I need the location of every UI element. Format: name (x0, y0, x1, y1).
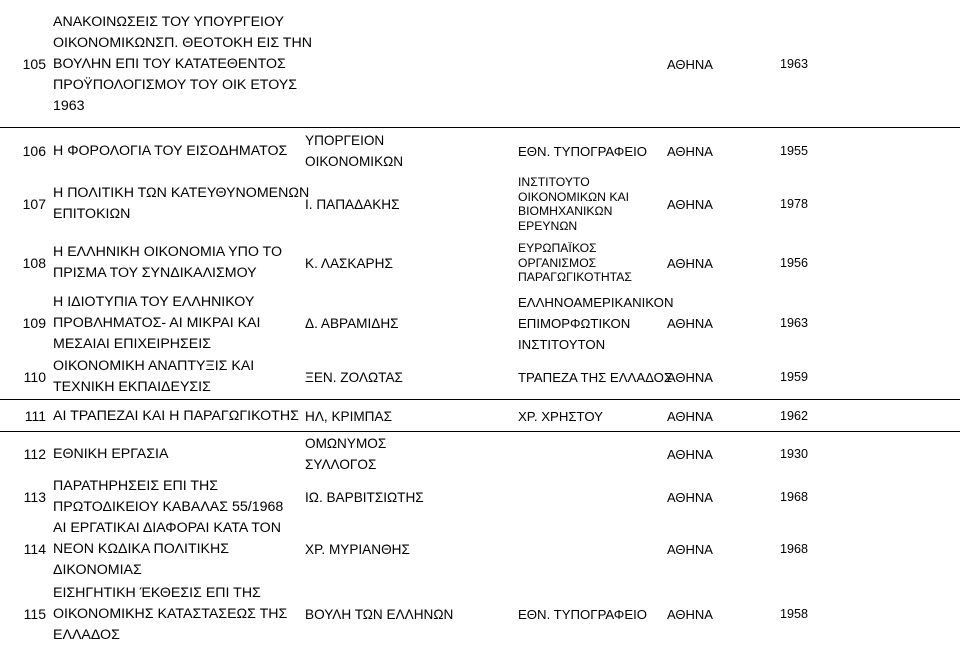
author-line: ΟΜΩΝΥΜΟΣ (305, 436, 387, 451)
book-title-line: ΒΟΥΛΗΝ ΕΠΙ ΤΟΥ ΚΑΤΑΤΕΘΕΝΤΟΣ (53, 56, 286, 72)
table-row (0, 292, 960, 354)
book-title-line: ΜΕΣΑΙΑΙ ΕΠΙΧΕΙΡΗΣΕΙΣ (53, 336, 211, 352)
author (305, 130, 403, 172)
city: ΑΘΗΝΑ (667, 490, 713, 505)
entry-number: 107 (22, 196, 46, 212)
table-row (0, 174, 960, 234)
year: 1955 (779, 144, 808, 158)
publisher-line: ΒΙΟΜΗΧΑΝΙΚΩΝ (518, 204, 613, 218)
book-title-line: ΕΘΝΙΚΗ ΕΡΓΑΣΙΑ (53, 446, 169, 462)
book-title-line: ΤΕΧΝΙΚΗ ΕΚΠΑΙΔΕΥΣΙΣ (53, 379, 211, 395)
entry-number: 108 (22, 255, 46, 271)
publisher-line: ΕΘΝ. ΤΥΠΟΓΡΑΦΕΙΟ (518, 144, 648, 159)
book-title-line: ΟΙΚΟΝΟΜΙΚΗΣ ΚΑΤΑΣΤΑΣΕΩΣ ΤΗΣ (53, 606, 288, 622)
publisher-line: ΕΡΕΥΝΩΝ (518, 218, 578, 233)
author-line: ΙΩ. ΒΑΡΒΙΤΣΙΩΤΗΣ (305, 490, 424, 505)
book-title (53, 356, 254, 398)
year: 1930 (779, 447, 808, 461)
author (305, 313, 399, 334)
book-title-line: ΑΙ ΤΡΑΠΕΖΑΙ ΚΑΙ Η ΠΑΡΑΓΩΓΙΚΟΤΗΣ (53, 408, 299, 424)
book-title-line: ΟΙΚΟΝΟΜΙΚΩΝΣΠ. ΘΕΟΤΟΚΗ ΕΙΣ ΤΗΝ (53, 35, 312, 51)
author (305, 194, 400, 215)
book-title (53, 583, 287, 646)
author (305, 253, 393, 274)
book-title-line: ΝΕΟΝ ΚΩΔΙΚΑ ΠΟΛΙΤΙΚΗΣ (53, 541, 230, 557)
publisher-line: ΟΙΚΟΝΟΜΙΚΩΝ ΚΑΙ (518, 189, 629, 204)
book-title-line: ΑΙ ΕΡΓΑΤΙΚΑΙ ΔΙΑΦΟΡΑΙ ΚΑΤΑ ΤΟΝ (53, 520, 281, 536)
book-title (53, 518, 281, 581)
book-title (53, 406, 299, 427)
author (305, 604, 453, 625)
book-title-line: ΔΙΚΟΝΟΜΙΑΣ (53, 562, 142, 578)
city: ΑΘΗΝΑ (667, 57, 713, 72)
book-title (53, 12, 312, 117)
city: ΑΘΗΝΑ (667, 370, 713, 385)
author-line: ΗΛ, ΚΡΙΜΠΑΣ (305, 409, 392, 424)
year: 1962 (779, 409, 808, 423)
table-row (0, 234, 960, 292)
publisher-line: ΠΑΡΑΓΩΓΙΚΟΤΗΤΑΣ (518, 270, 632, 284)
book-title-line: ΕΙΣΗΓΗΤΙΚΗ ΈΚΘΕΣΙΣ ΕΠΙ ΤΗΣ (53, 585, 261, 601)
author-line: ΟΙΚΟΝΟΜΙΚΩΝ (305, 154, 404, 169)
city: ΑΘΗΝΑ (667, 542, 713, 557)
book-title-line: ΕΠΙΤΟΚΙΩΝ (53, 206, 131, 222)
publisher-line: ΤΡΑΠΕΖΑ ΤΗΣ ΕΛΛΑΔΟΣ (518, 370, 673, 385)
entry-number: 113 (23, 489, 46, 505)
table-row (0, 580, 960, 648)
year: 1968 (779, 542, 808, 556)
year: 1978 (779, 197, 808, 211)
book-title (53, 183, 309, 225)
year: 1958 (779, 607, 808, 621)
entry-number: 110 (23, 369, 46, 385)
book-title (53, 292, 260, 355)
book-title (53, 476, 283, 518)
table-row (0, 128, 960, 174)
publisher (518, 406, 603, 427)
entry-number: 115 (23, 606, 46, 622)
book-title-line: Η ΦΟΡΟΛΟΓΙΑ ΤΟΥ ΕΙΣΟΔΗΜΑΤΟΣ (53, 143, 288, 159)
table-row (0, 400, 960, 432)
book-title-line: ΠΡΟΒΛΗΜΑΤΟΣ- ΑΙ ΜΙΚΡΑΙ ΚΑΙ (53, 315, 261, 331)
entry-number: 106 (22, 143, 46, 159)
book-title-line: ΠΑΡΑΤΗΡΗΣΕΙΣ ΕΠΙ ΤΗΣ (53, 478, 219, 494)
entry-number: 111 (24, 408, 46, 424)
publisher (518, 604, 647, 625)
book-title-line: Η ΙΔΙΟΤΥΠΙΑ ΤΟΥ ΕΛΛΗΝΙΚΟΥ (53, 294, 255, 310)
city: ΑΘΗΝΑ (667, 256, 713, 271)
author-line: ΥΠΟΡΓΕΙΟΝ (305, 133, 385, 148)
publisher-line: ΕΠΙΜΟΡΦΩΤΙΚΟΝ (518, 316, 631, 331)
author-line: Κ. ΛΑΣΚΑΡΗΣ (305, 256, 393, 271)
author-line: ΧΡ. ΜΥΡΙΑΝΘΗΣ (305, 542, 410, 557)
publisher (518, 241, 632, 285)
publisher (518, 292, 673, 355)
author (305, 539, 410, 560)
city: ΑΘΗΝΑ (667, 197, 713, 212)
city: ΑΘΗΝΑ (667, 607, 713, 622)
author (305, 433, 386, 475)
publisher-line: ΧΡ. ΧΡΗΣΤΟΥ (518, 409, 603, 424)
author-line: Δ. ΑΒΡΑΜΙΔΗΣ (305, 316, 399, 331)
publisher-line: ΟΡΓΑΝΙΣΜΟΣ (518, 255, 597, 270)
city: ΑΘΗΝΑ (667, 144, 713, 159)
book-title-line: ΠΡΙΣΜΑ ΤΟΥ ΣΥΝΔΙΚΑΛΙΣΜΟΥ (53, 265, 257, 281)
city: ΑΘΗΝΑ (667, 447, 713, 462)
author (305, 487, 424, 508)
book-title (53, 141, 287, 162)
table-row (0, 476, 960, 518)
publisher-line: ΕΘΝ. ΤΥΠΟΓΡΑΦΕΙΟ (518, 607, 648, 622)
author-line: Ι. ΠΑΠΑΔΑΚΗΣ (305, 197, 400, 212)
year: 1959 (779, 370, 808, 384)
book-title-line: ΠΡΩΤΟΔΙΚΕΙΟΥ ΚΑΒΑΛΑΣ 55/1968 (53, 499, 284, 515)
publisher-line: ΕΛΛΗΝΟΑΜΕΡΙΚΑΝΙΚΟΝ (518, 295, 674, 310)
city: ΑΘΗΝΑ (667, 316, 713, 331)
year: 1956 (779, 256, 808, 270)
year: 1963 (779, 316, 808, 330)
table-row (0, 354, 960, 400)
publisher (518, 367, 672, 388)
publisher (518, 175, 629, 233)
author-line: ΞΕΝ. ΖΟΛΩΤΑΣ (305, 370, 403, 385)
publisher-line: ΙΝΣΤΙΤΟΥΤΟΝ (518, 337, 606, 352)
author (305, 367, 403, 388)
year: 1963 (779, 57, 808, 71)
entry-number: 105 (22, 56, 46, 72)
entry-number: 112 (23, 446, 46, 462)
entry-number: 109 (22, 315, 46, 331)
book-title-line: ΕΛΛΑΔΟΣ (53, 627, 120, 643)
book-title (53, 444, 168, 465)
book-title-line: Η ΕΛΛΗΝΙΚΗ ΟΙΚΟΝΟΜΙΑ ΥΠΟ ΤΟ (53, 244, 283, 260)
author (305, 406, 392, 427)
table-row (0, 432, 960, 476)
table-row (0, 518, 960, 580)
author-line: ΣΥΛΛΟΓΟΣ (305, 457, 377, 472)
table-row (0, 0, 960, 128)
book-title-line: ΑΝΑΚΟΙΝΩΣΕΙΣ ΤΟΥ ΥΠΟΥΡΓΕΙΟΥ (53, 14, 285, 30)
publisher-line: ΕΥΡΩΠΑΪΚΟΣ (518, 241, 597, 255)
book-title-line: 1963 (53, 98, 85, 114)
book-title-line: ΠΡΟΫΠΟΛΟΓΙΣΜΟΥ ΤΟΥ ΟΙΚ ΕΤΟΥΣ (53, 77, 298, 93)
book-title (53, 242, 282, 284)
publisher-line: ΙΝΣΤΙΤΟΥΤΟ (518, 175, 590, 189)
book-title-line: Η ΠΟΛΙΤΙΚΗ ΤΩΝ ΚΑΤΕΥΘΥΝΟΜΕΝΩΝ (53, 185, 310, 201)
year: 1968 (779, 490, 808, 504)
city: ΑΘΗΝΑ (667, 409, 713, 424)
entry-number: 114 (23, 541, 46, 557)
publisher (518, 141, 647, 162)
book-title-line: ΟΙΚΟΝΟΜΙΚΗ ΑΝΑΠΤΥΞΙΣ ΚΑΙ (53, 358, 255, 374)
author-line: ΒΟΥΛΗ ΤΩΝ ΕΛΛΗΝΩΝ (305, 607, 454, 622)
